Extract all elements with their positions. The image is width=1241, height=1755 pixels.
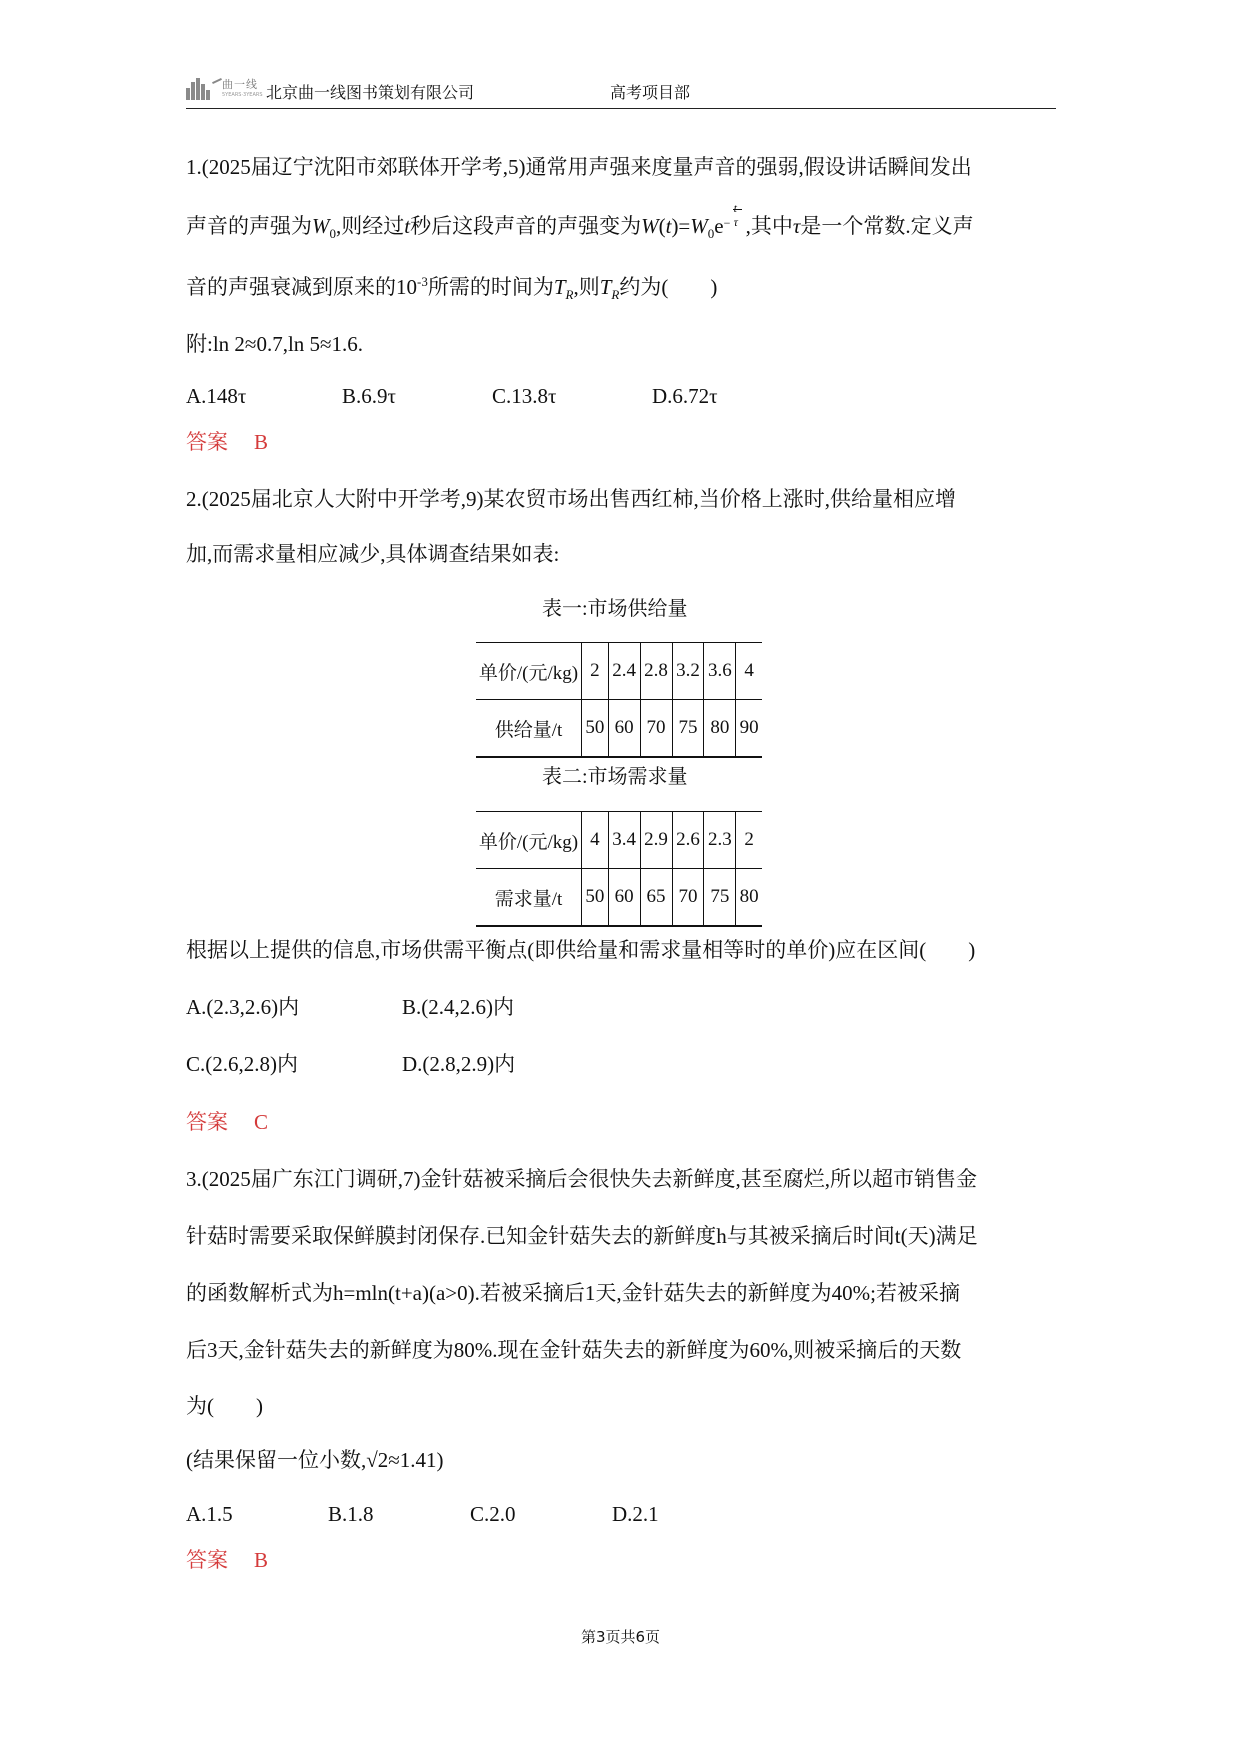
publisher-logo (186, 76, 266, 102)
q3-answer: 答案 B (186, 1548, 269, 1572)
page-number: 第3页共6页 (580, 1628, 661, 1646)
table1-row1-label: 单价/(元/kg) (476, 643, 582, 700)
q1-line-1: 1.(2025届辽宁沈阳市郊联体开学考,5)通常用声强来度量声音的强弱,假设讲话瞬间发出 (186, 155, 972, 179)
q3-option-a: A.1.5 (186, 1502, 233, 1526)
q3-line-1: 3.(2025届广东江门调研,7)金针菇被采摘后会很快失去新鲜度,甚至腐烂,所以超市销售金 (186, 1167, 977, 1191)
q3-option-d: D.2.1 (612, 1502, 659, 1526)
q3-line-2: 针菇时需要采取保鲜膜封闭保存.已知金针菇失去的新鲜度h与其被采摘后时间t(天)满足 (186, 1224, 978, 1248)
q2-option-c: C.(2.6,2.8)内 (186, 1052, 298, 1076)
table1-caption: 表一:市场供给量 (542, 598, 688, 620)
table2-row1-label: 单价/(元/kg) (476, 812, 582, 869)
logo-bars-icon (186, 78, 212, 100)
logo-brand: 曲一线 (222, 78, 258, 91)
q1-note: 附:ln 2≈0.7,ln 5≈1.6. (186, 332, 364, 356)
q1-option-b: B.6.9τ (342, 384, 396, 408)
q1-option-a: A.148τ (186, 384, 247, 408)
q1-line-3: 音的声强衰减到原来的$10^{-3}$所需的时间为$T_R$,则$T_R$约为( ) (186, 274, 718, 303)
q2-line-1: 2.(2025届北京人大附中开学考,9)某农贸市场出售西红柿,当价格上涨时,供给量相应增 (186, 487, 956, 511)
logo-slash-icon (212, 78, 222, 84)
q3-line-5: 为( ) (186, 1394, 263, 1418)
q1-answer: 答案 B (186, 430, 269, 454)
q3-line-3: 的函数解析式为h=mln(t+a)(a>0).若被采摘后1天,金针菇失去的新鲜度为40%;若被采摘 (186, 1281, 960, 1305)
table2-caption: 表二:市场需求量 (542, 766, 688, 788)
q1-option-c: C.13.8τ (492, 384, 557, 408)
q3-line-4: 后3天,金针菇失去的新鲜度为80%.现在金针菇失去的新鲜度为60%,则被采摘后的天数 (186, 1338, 962, 1362)
demand-table: 单价/(元/kg) 4 3.4 2.9 2.6 2.3 2 需求量/t 50 60 65 70 75 80 (476, 811, 762, 927)
q1-line-2: 声音的声强为$W_0$,则经过t秒后这段声音的声强变为$W(t)=W_0e$ − t τ ,其中τ是一个常数.定义声 (186, 201, 974, 242)
q2-question-line: 根据以上提供的信息,市场供需平衡点(即供给量和需求量相等时的单价)应在区间( ) (186, 938, 976, 962)
q3-option-c: C.2.0 (470, 1502, 516, 1526)
company-name: 北京曲一线图书策划有限公司 (266, 83, 475, 102)
supply-table: 单价/(元/kg) 2 2.4 2.8 3.2 3.6 4 供给量/t 50 60 70 75 80 90 (476, 642, 762, 758)
q2-line-2: 加,而需求量相应减少,具体调查结果如表: (186, 542, 560, 566)
q3-note: (结果保留一位小数,√2≈1.41) (186, 1448, 444, 1472)
exponent-fraction: − t τ (724, 200, 746, 220)
table2-row2-label: 需求量/t (476, 869, 582, 927)
logo-subtitle: 5YEARS·3YEARS (222, 92, 263, 98)
q2-option-d: D.(2.8,2.9)内 (402, 1052, 516, 1076)
q2-answer: 答案 C (186, 1110, 269, 1134)
department-name: 高考项目部 (610, 83, 691, 102)
table1-row2-label: 供给量/t (476, 700, 582, 758)
q3-option-b: B.1.8 (328, 1502, 374, 1526)
q1-option-d: D.6.72τ (652, 384, 718, 408)
q2-option-b: B.(2.4,2.6)内 (402, 995, 514, 1019)
q2-option-a: A.(2.3,2.6)内 (186, 995, 300, 1019)
page-header (186, 72, 1056, 109)
